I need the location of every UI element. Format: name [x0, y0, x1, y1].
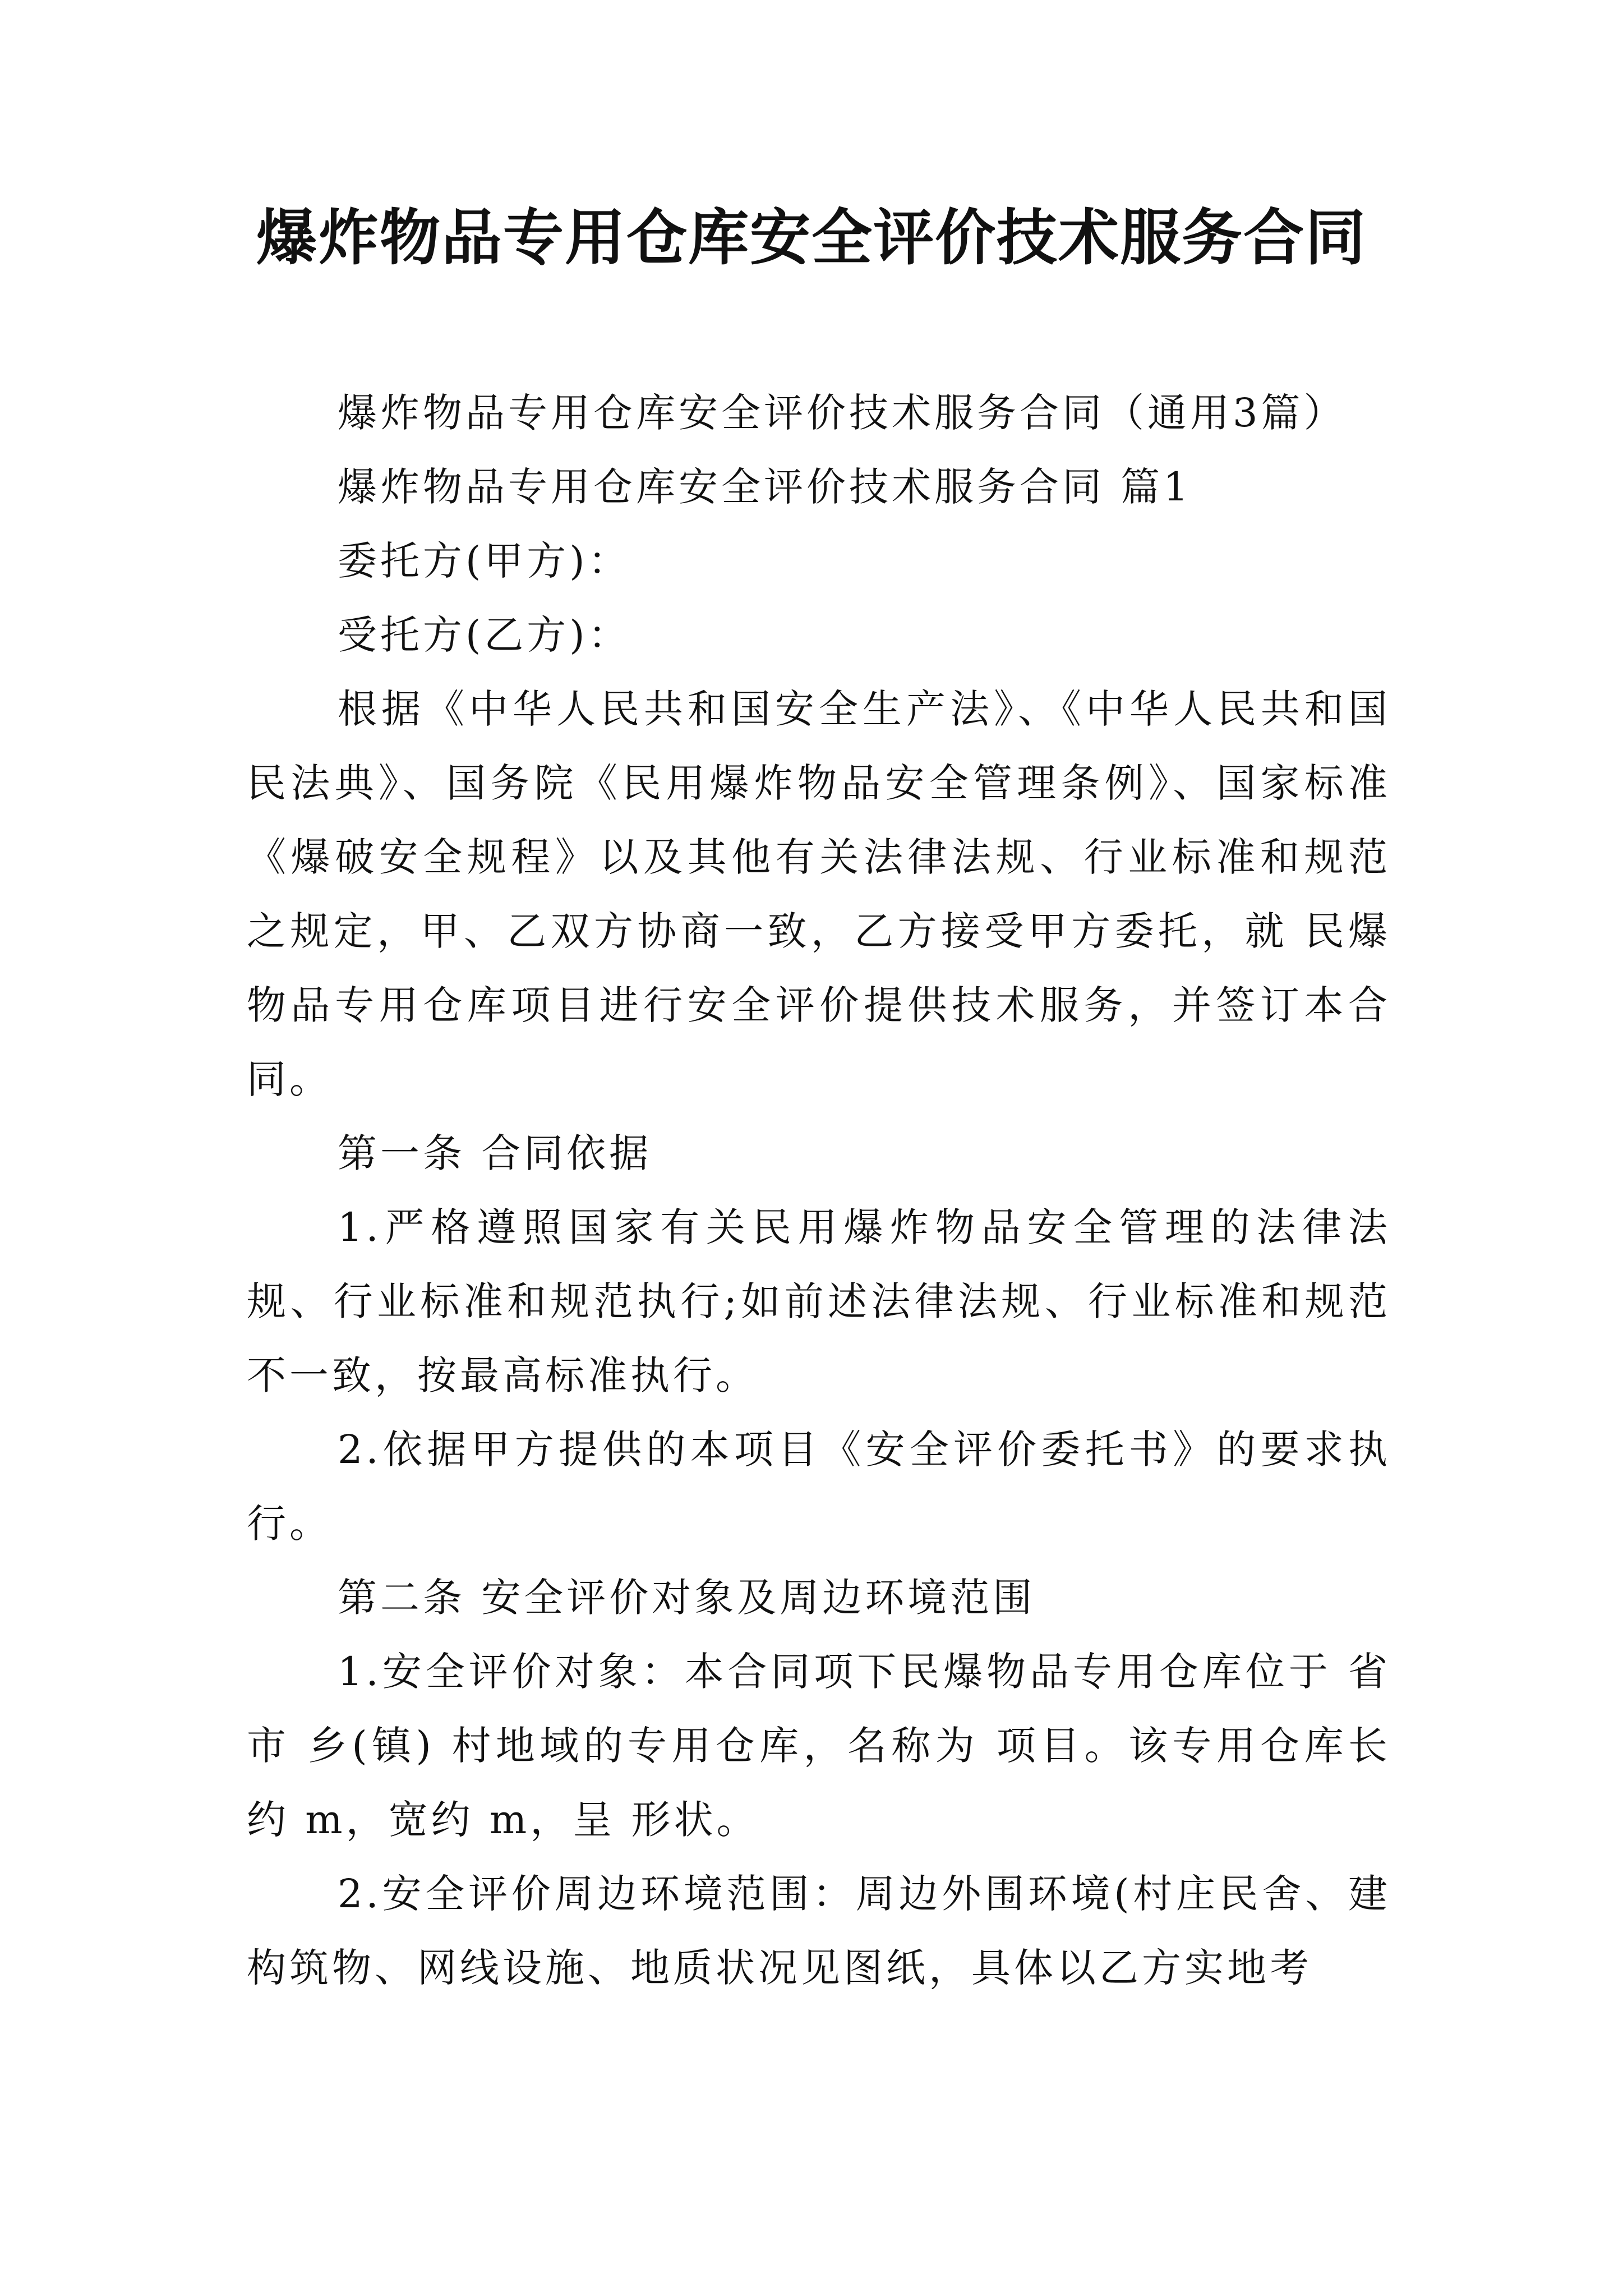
article-1-heading: 第一条 合同依据 — [338, 1130, 652, 1176]
collection-heading: 爆炸物品专用仓库安全评价技术服务合同（通用3篇） — [338, 390, 1347, 436]
document-body — [247, 376, 1391, 2005]
document-title: 爆炸物品专用仓库安全评价技术服务合同 — [256, 203, 1367, 273]
article-1-clause-1: 1.严格遵照国家有关民用爆炸物品安全管理的法律法规、行业标准和规范执行;如前述法律法规、行业标准和规范不一致，按最高标准执行。 — [247, 1204, 1391, 1398]
article-2-heading: 第二条 安全评价对象及周边环境范围 — [338, 1575, 1036, 1621]
party-b-line: 受托方(乙方)： — [338, 612, 631, 658]
preamble-paragraph: 根据《中华人民共和国安全生产法》、《中华人民共和国民法典》、国务院《民用爆炸物品安全管理条例》、国家标准《爆破安全规程》以及其他有关法律法规、行业标准和规范之规定，甲、乙双方协商一致，乙方接受甲方委托，就 民爆物品专用仓库项目进行安全评价提供技术服务，并签订本合同。 — [247, 686, 1391, 1102]
article-1-clause-2: 2.依据甲方提供的本项目《安全评价委托书》的要求执行。 — [247, 1427, 1391, 1547]
contract-part-heading: 爆炸物品专用仓库安全评价技术服务合同 篇1 — [338, 464, 1192, 510]
party-a-line: 委托方(甲方)： — [338, 538, 631, 584]
article-2-clause-1: 1.安全评价对象：本合同项下民爆物品专用仓库位于 省 市 乡(镇) 村地域的专用仓库，名称为 项目。该专用仓库长约 m，宽约 m，呈 形状。 — [247, 1649, 1391, 1843]
article-2-clause-2: 2.安全评价周边环境范围：周边外围环境(村庄民舍、建构筑物、网线设施、地质状况见图纸，具体以乙方实地考 — [247, 1871, 1391, 1991]
